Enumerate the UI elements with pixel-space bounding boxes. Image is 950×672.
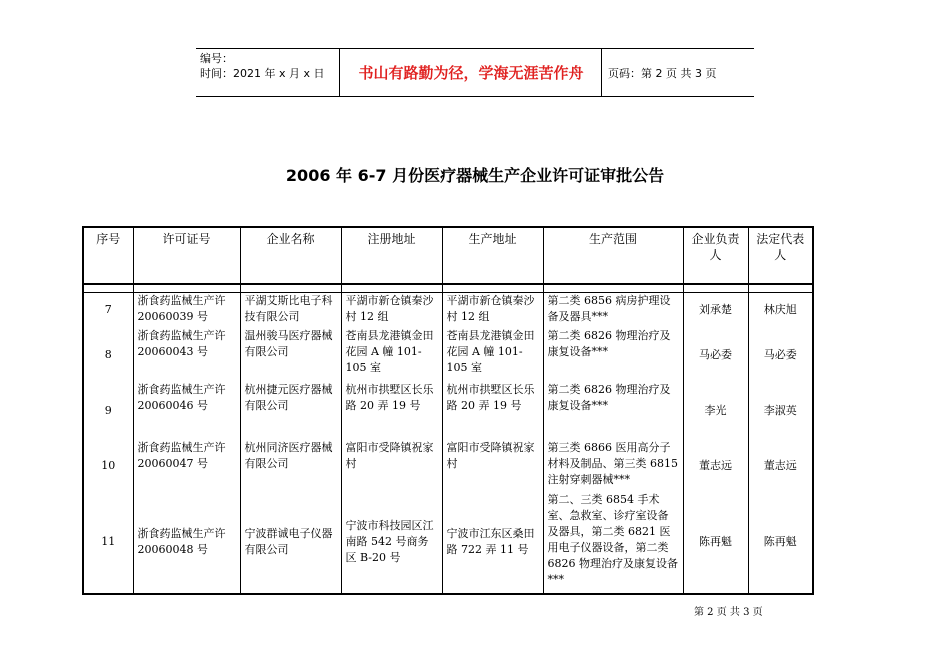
header-meta [200, 51, 325, 81]
registered-address: 宁波市科技园区江南路 542 号商务区 B-20 号 [341, 492, 442, 594]
column-header: 注册地址 [341, 227, 442, 284]
company-name: 杭州捷元医疗器械有限公司 [240, 382, 341, 440]
approval-table [82, 226, 814, 595]
page-header [196, 48, 754, 97]
table-row [83, 382, 813, 440]
date-label: 时间：2021 年 x 月 x 日 [200, 67, 325, 80]
production-address: 杭州市拱墅区长乐路 20 弄 19 号 [442, 382, 543, 440]
production-address: 富阳市受降镇祝家村 [442, 440, 543, 492]
responsible-person: 刘承楚 [683, 293, 748, 328]
license-number: 浙食药监械生产许 20060047 号 [133, 440, 240, 492]
header-divider [601, 49, 602, 96]
page-footer: 第 2 页 共 3 页 [694, 607, 763, 618]
license-number: 浙食药监械生产许 20060039 号 [133, 293, 240, 328]
responsible-person: 陈再魁 [683, 492, 748, 594]
table-row [83, 440, 813, 492]
registered-address: 苍南县龙港镇金田花园 A 幢 101-105 室 [341, 328, 442, 382]
row-number: 8 [83, 328, 133, 382]
document-title: 2006 年 6-7 月份医疗器械生产企业许可证审批公告 [285, 166, 665, 185]
production-address: 宁波市江东区桑田路 722 弄 11 号 [442, 492, 543, 594]
legal-representative: 陈再魁 [748, 492, 813, 594]
license-number: 浙食药监械生产许 20060046 号 [133, 382, 240, 440]
column-header: 生产地址 [442, 227, 543, 284]
production-scope: 第三类 6866 医用高分子材料及制品、第三类 6815 注射穿刺器械*** [543, 440, 683, 492]
production-address: 苍南县龙港镇金田花园 A 幢 101-105 室 [442, 328, 543, 382]
row-number: 10 [83, 440, 133, 492]
responsible-person: 马必委 [683, 328, 748, 382]
row-number: 11 [83, 492, 133, 594]
license-number: 浙食药监械生产许 20060043 号 [133, 328, 240, 382]
company-name: 杭州同济医疗器械有限公司 [240, 440, 341, 492]
company-name: 温州骏马医疗器械有限公司 [240, 328, 341, 382]
company-name: 宁波群诚电子仪器有限公司 [240, 492, 341, 594]
production-address: 平湖市新仓镇秦沙村 12 组 [442, 293, 543, 328]
company-name: 平湖艾斯比电子科技有限公司 [240, 293, 341, 328]
header-motto: 书山有路勤为径，学海无涯苦作舟 [358, 64, 584, 82]
responsible-person: 董志远 [683, 440, 748, 492]
production-scope: 第二类 6856 病房护理设备及器具*** [543, 293, 683, 328]
row-number: 7 [83, 293, 133, 328]
registered-address: 杭州市拱墅区长乐路 20 弄 19 号 [341, 382, 442, 440]
header-page-info: 页码：第 2 页 共 3 页 [608, 67, 717, 80]
registered-address: 平湖市新仓镇秦沙村 12 组 [341, 293, 442, 328]
row-number: 9 [83, 382, 133, 440]
column-header: 企业负责人 [683, 227, 748, 284]
responsible-person: 李光 [683, 382, 748, 440]
legal-representative: 董志远 [748, 440, 813, 492]
production-scope: 第二、三类 6854 手术室、急救室、诊疗室设备及器具，第二类 6821 医用电子仪器设备，第二类 6826 物理治疗及康复设备*** [543, 492, 683, 594]
table-row [83, 293, 813, 328]
column-header: 序号 [83, 227, 133, 284]
table-row [83, 492, 813, 594]
legal-representative: 林庆旭 [748, 293, 813, 328]
production-scope: 第二类 6826 物理治疗及康复设备*** [543, 382, 683, 440]
table-row [83, 328, 813, 382]
legal-representative: 马必委 [748, 328, 813, 382]
column-header: 企业名称 [240, 227, 341, 284]
spacer-row [83, 284, 813, 293]
number-label: 编号： [200, 52, 233, 65]
column-header: 法定代表人 [748, 227, 813, 284]
production-scope: 第二类 6826 物理治疗及康复设备*** [543, 328, 683, 382]
registered-address: 富阳市受降镇祝家村 [341, 440, 442, 492]
table-header-row [83, 227, 813, 284]
column-header: 许可证号 [133, 227, 240, 284]
license-number: 浙食药监械生产许 20060048 号 [133, 492, 240, 594]
legal-representative: 李淑英 [748, 382, 813, 440]
column-header: 生产范围 [543, 227, 683, 284]
